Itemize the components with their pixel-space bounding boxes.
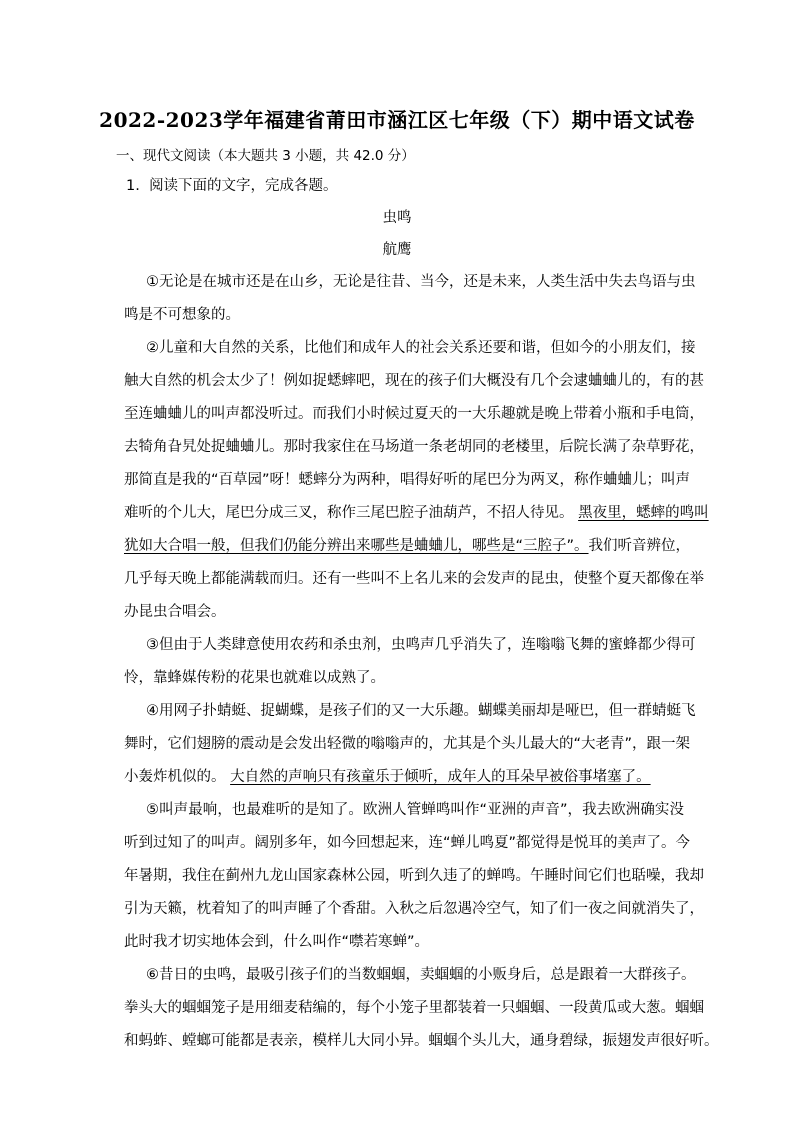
paragraph-5-line: 年暑期，我住在蓟州九龙山国家森林公园，听到久违了的蝉鸣。午睡时间它们也聒噪，我却: [124, 868, 704, 884]
paragraph-2-line: ②儿童和大自然的关系，比他们和成年人的社会关系还要和谐，但如今的小朋友们，接: [146, 340, 696, 356]
underlined-sentence-night: 黑夜里，蟋蟀的鸣叫: [578, 505, 709, 521]
paragraph-5-line: 听到过知了的叫声。阔别多年，如今回想起来，连“蝉儿鸣夏”都觉得是悦耳的美声了。今: [124, 835, 691, 851]
underlined-sentence-night-cont: 犹如大合唱一般，但我们仍能分辨出来哪些是蛐蛐儿，哪些是“三腔子”。: [124, 538, 589, 554]
paragraph-4-line: 舞时，它们翅膀的震动是会发出轻微的嗡嗡声的，尤其是个头儿最大的“大老青”，跟一架: [124, 736, 691, 752]
paragraph-4-line: [124, 767, 684, 787]
paragraph-3-line: 怜，靠蜂媒传粉的花果也就难以成熟了。: [124, 670, 385, 686]
underlined-sentence-nature: 大自然的声响只有孩童乐于倾听，成年人的耳朵早被俗事堵塞了。: [230, 769, 651, 785]
essay-author: 航鹰: [382, 242, 412, 258]
exam-title: 2022-2023学年福建省莆田市涵江区七年级（下）期中语文试卷: [99, 108, 695, 132]
paragraph-2-line: [124, 536, 691, 556]
paragraph-3-line: ③但由于人类肆意使用农药和杀虫剂，虫鸣声几乎消失了，连嗡嗡飞舞的蜜蜂都少得可: [146, 637, 696, 653]
paragraph-2-line: [124, 503, 709, 523]
paragraph-2-text: 我们听音辨位，: [588, 538, 691, 554]
paragraph-1-line: 鸣是不可想象的。: [124, 307, 240, 323]
paragraph-4-text: 小轰炸机似的。: [124, 769, 226, 785]
paragraph-2-line: 至连蛐蛐儿的叫声都没听过。而我们小时候过夏天的一大乐趣就是晚上带着小瓶和手电筒，: [124, 406, 704, 422]
paragraph-4-line: ④用网子扑蜻蜓、捉蝴蝶，是孩子们的又一大乐趣。蝴蝶美丽却是哑巴，但一群蜻蜓飞: [146, 703, 696, 719]
paragraph-6-line: ⑥昔日的虫鸣，最吸引孩子们的当数蝈蝈，卖蝈蝈的小贩身后，总是跟着一大群孩子。: [146, 967, 696, 983]
paragraph-1-line: ①无论是在城市还是在山乡，无论是往昔、当今，还是未来，人类生活中失去鸟语与虫: [146, 274, 696, 290]
question-1-prompt: [126, 176, 338, 196]
question-number: 1.: [126, 178, 140, 194]
paragraph-5-line: ⑤叫声最响，也最难听的是知了。欧洲人管蝉鸣叫作“亚洲的声音”，我去欧洲确实没: [146, 802, 684, 818]
paragraph-2-line: 触大自然的机会太少了！例如捉蟋蟀吧，现在的孩子们大概没有几个会逮蛐蛐儿的，有的甚: [124, 373, 704, 389]
paragraph-2-line: 办昆虫合唱会。: [124, 604, 226, 620]
paragraph-2-line: 那简直是我的“百草园”呀！蟋蟀分为两种，唱得好听的尾巴分为两叉，称作蛐蛐儿；叫声: [124, 472, 691, 488]
paragraph-5-line: 此时我才切实地体会到，什么叫作“噤若寒蝉”。: [124, 934, 430, 950]
paragraph-5-line: 引为天籁，枕着知了的叫声睡了个香甜。入秋之后忽遇冷空气，知了们一夜之间就消失了，: [124, 901, 704, 917]
paragraph-6-line: 和蚂蚱、螳螂可能都是表亲，模样儿大同小异。蝈蝈个头儿大，通身碧绿，振翅发声很好听。: [124, 1033, 719, 1049]
paragraph-2-line: 几乎每天晚上都能满载而归。还有一些叫不上名儿来的会发声的昆虫，使整个夏天都像在举: [124, 571, 704, 587]
section-heading: 一、现代文阅读（本大题共 3 小题，共 42.0 分）: [116, 148, 415, 164]
paragraph-2-text: 难听的个儿大，尾巴分成三叉，称作三尾巴腔子油葫芦，不招人待见。: [124, 505, 574, 521]
question-prompt: 阅读下面的文字，完成各题。: [149, 178, 338, 194]
paragraph-6-line: 拳头大的蝈蝈笼子是用细麦秸编的，每个小笼子里都装着一只蝈蝈、一段黄瓜或大葱。蝈蝈: [124, 1000, 704, 1016]
essay-title: 虫鸣: [382, 210, 412, 226]
paragraph-2-line: 去犄角旮旯处捉蛐蛐儿。那时我家住在马场道一条老胡同的老楼里，后院长满了杂草野花，: [124, 439, 704, 455]
